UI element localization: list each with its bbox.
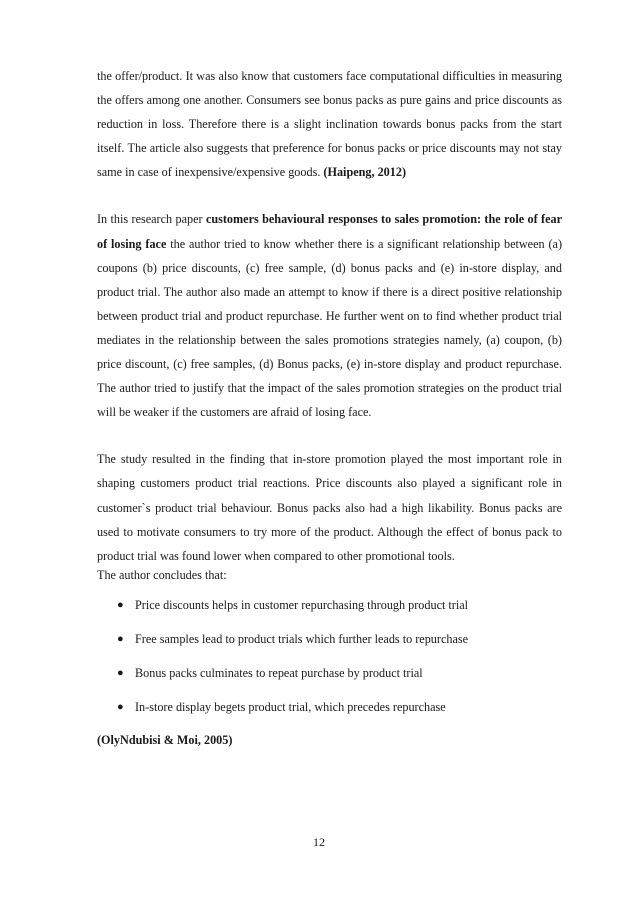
paragraph-2-lead: In this research paper [97, 212, 206, 227]
paragraph-2-rest: the author tried to know whether there is a significant relationship between (a) coupons (b) price discounts, (c) free sample, (d) bonus packs and (e) in-store display, and product trial. The author also made an attempt to know if there is a direct positive relationship between product trial and product repurchase. He further went on to find whether product trial mediates in the relationship between the sales promotions strategies namely, (a) coupon, (b) price discount, (c) free samples, (d) Bonus packs, (e) in-store display and product repurchase. The author tried to justify that the impact of the sales promotion strategies on the product trial will be weaker if the customers are afraid of losing face. [97, 236, 563, 420]
list-item [97, 656, 562, 690]
paragraph-1-text: the offer/product. It was also know that customers face computational difficulties in measuring the offers among one another. Consumers see bonus packs as pure gains and price discounts as reduction in loss. Therefore there is a slight inclination towards bonus packs from the start itself. The article also suggests that preference for bonus packs or price discounts may not stay same in case of inexpensive/expensive goods. [97, 69, 562, 180]
list-item-text: Free samples lead to product trials which further leads to repurchase [135, 631, 469, 646]
paragraph-1 [97, 64, 562, 184]
list-item [97, 622, 562, 656]
paragraph-spacer [97, 424, 562, 447]
citation-ndubisi: (OlyNdubisi & Moi, 2005) [97, 732, 233, 747]
list-item-text: Price discounts helps in customer repurchasing through product trial [135, 597, 469, 612]
bullet-icon: ● [117, 632, 124, 645]
conclusion-list [97, 588, 562, 724]
page-content [97, 64, 562, 752]
citation-haipeng: (Haipeng, 2012) [323, 165, 407, 180]
paragraph-3: The study resulted in the finding that in-store promotion played the most important role in shaping customers product trial reactions. Price discounts also played a significant role in customer`s product trial behaviour. Bonus packs also had a high likability. Bonus packs are used to motivate consumers to try more of the product. Although the effect of bonus pack to product trial was found lower when compared to other promotional tools. [97, 452, 562, 563]
list-item [97, 690, 562, 724]
paper-title-bold: customers behavioural responses to sales promotion: the role of fear of losing face [97, 212, 562, 251]
paragraph-2 [97, 207, 562, 424]
conclusion-intro: The author concludes that: [97, 567, 227, 582]
list-item [97, 588, 562, 622]
list-item-text: In-store display begets product trial, which precedes repurchase [135, 699, 446, 714]
paragraph-spacer [97, 184, 562, 207]
bullet-icon: ● [117, 700, 124, 713]
bullet-icon: ● [117, 598, 124, 611]
page-number: 12 [313, 835, 325, 849]
list-item-text: Bonus packs culminates to repeat purchase by product trial [135, 665, 423, 680]
bullet-icon: ● [117, 666, 124, 679]
